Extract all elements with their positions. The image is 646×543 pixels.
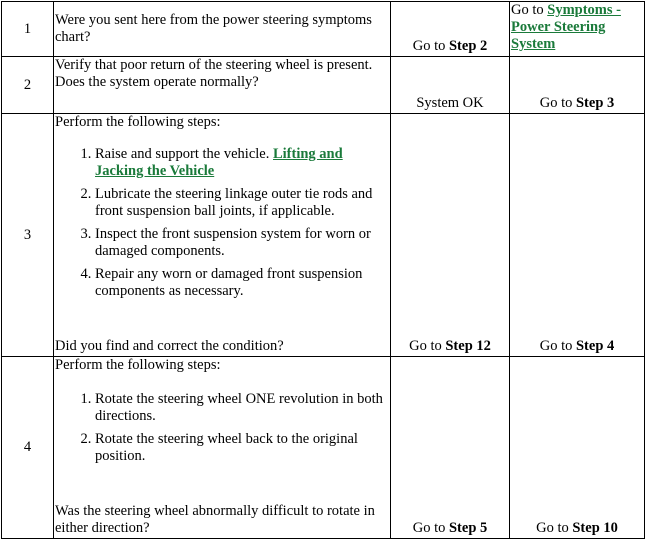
step-number: 2: [2, 57, 54, 114]
no-result: [510, 357, 645, 539]
list-item: 3. Inspect the front suspension system for worn or damaged components.: [95, 226, 390, 260]
list-item-text: Raise and support the vehicle.: [95, 146, 273, 162]
step-reference: Step 2: [448, 38, 488, 54]
result-prefix: Go to: [412, 38, 449, 54]
action-question: Was the steering wheel abnormally difficult to rotate in either direction?: [55, 503, 375, 536]
action-intro: Perform the following steps:: [55, 357, 221, 373]
procedure-list: [55, 391, 390, 465]
yes-result: [391, 57, 510, 114]
result-prefix: Go to: [539, 338, 576, 354]
result-text: System OK: [416, 95, 484, 111]
yes-result: [391, 357, 510, 539]
step-reference: Step 10: [572, 520, 618, 536]
procedure-list: [55, 146, 390, 300]
action-question: Did you find and correct the condition?: [55, 338, 284, 354]
action-intro: Perform the following steps:: [55, 114, 221, 130]
no-result: [510, 2, 645, 57]
diagnostic-table: [1, 1, 645, 539]
action-cell: [54, 114, 391, 357]
result-prefix: Go to: [536, 520, 573, 536]
action-instruction: Verify that poor return of the steering wheel is present.: [55, 57, 373, 73]
step-reference: Step 3: [575, 95, 615, 111]
list-item: 2. Rotate the steering wheel back to the original position.: [95, 431, 390, 465]
symptoms-link[interactable]: Symptoms - Power Steering System: [511, 2, 621, 52]
lifting-jacking-link[interactable]: Lifting and Jacking the Vehicle: [95, 146, 343, 179]
action-question: Does the system operate normally?: [55, 74, 259, 90]
table-row: [2, 2, 645, 57]
step-number: 4: [2, 357, 54, 539]
action-cell: [54, 2, 391, 57]
result-prefix: Go to: [511, 2, 548, 18]
action-cell: [54, 57, 391, 114]
action-cell: [54, 357, 391, 539]
list-item: 4. Repair any worn or damaged front suspension components as necessary.: [95, 266, 390, 300]
result-prefix: Go to: [412, 520, 449, 536]
list-item: 2. Lubricate the steering linkage outer tie rods and front suspension ball joints, if applicable.: [95, 186, 390, 220]
step-reference: Step 12: [445, 338, 491, 354]
table-row: [2, 357, 645, 539]
yes-result: [391, 114, 510, 357]
step-number: 1: [2, 2, 54, 57]
step-reference: Step 4: [575, 338, 615, 354]
yes-result: [391, 2, 510, 57]
result-prefix: Go to: [539, 95, 576, 111]
step-reference: Step 5: [448, 520, 488, 536]
table-row: [2, 57, 645, 114]
table-row: [2, 114, 645, 357]
action-question: Were you sent here from the power steering symptoms chart?: [55, 12, 372, 45]
list-item: [95, 146, 390, 180]
step-number: 3: [2, 114, 54, 357]
result-prefix: Go to: [409, 338, 446, 354]
list-item: 1. Rotate the steering wheel ONE revolution in both directions.: [95, 391, 390, 425]
no-result: [510, 114, 645, 357]
no-result: [510, 57, 645, 114]
